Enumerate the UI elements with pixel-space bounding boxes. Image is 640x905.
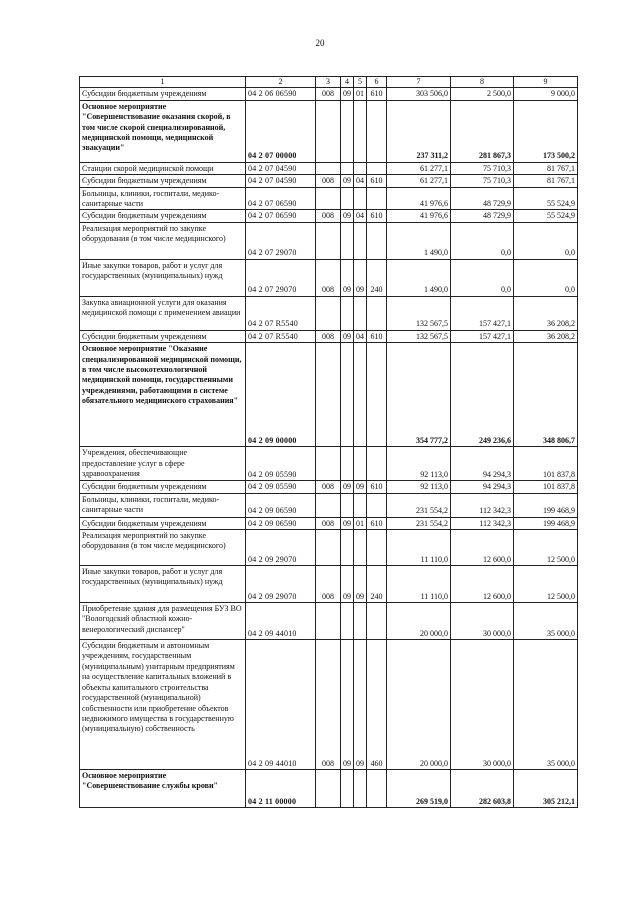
row-code-cell: 04 2 07 00000 bbox=[246, 100, 316, 162]
row-name-cell bbox=[80, 603, 246, 640]
row-section-cell: 09 bbox=[341, 210, 354, 222]
table-row bbox=[80, 447, 578, 481]
table-row bbox=[80, 493, 578, 517]
row-value-2020-cell: 2 500,0 bbox=[451, 88, 514, 100]
row-ministry-cell: 008 bbox=[316, 175, 341, 187]
row-section-cell: 09 bbox=[341, 88, 354, 100]
budget-table bbox=[79, 76, 578, 808]
row-ministry-cell bbox=[316, 493, 341, 517]
row-subsection-cell bbox=[354, 187, 367, 210]
row-value-2019-cell: 1 490,0 bbox=[387, 259, 451, 296]
row-expense-type-cell: 610 bbox=[367, 88, 387, 100]
row-name-cell bbox=[80, 770, 246, 808]
row-section-cell: 09 bbox=[341, 517, 354, 529]
row-name-text: Больницы, клиники, госпитали, медико-санитарные части bbox=[82, 188, 220, 209]
row-value-2019-cell: 41 976,6 bbox=[387, 210, 451, 222]
page-number: 20 bbox=[315, 38, 325, 48]
header-cell: 8 bbox=[451, 77, 514, 88]
row-section-cell bbox=[341, 530, 354, 566]
row-name-text: Иные закупки товаров, работ и услуг для государственных (муниципальных) нужд bbox=[82, 567, 223, 587]
row-subsection-cell: 01 bbox=[354, 517, 367, 529]
row-ministry-cell: 008 bbox=[316, 88, 341, 100]
row-section-cell bbox=[341, 162, 354, 174]
row-value-2020-cell: 281 867,3 bbox=[451, 100, 514, 162]
row-expense-type-cell bbox=[367, 493, 387, 517]
row-code-cell: 04 2 07 06590 bbox=[246, 187, 316, 210]
row-value-2021-cell: 199 468,9 bbox=[514, 493, 578, 517]
row-subsection-cell bbox=[354, 296, 367, 330]
row-value-2019-cell: 92 113,0 bbox=[387, 481, 451, 493]
row-value-2021-cell: 199 468,9 bbox=[514, 517, 578, 529]
row-section-cell bbox=[341, 343, 354, 447]
row-ministry-cell: 008 bbox=[316, 517, 341, 529]
row-value-2021-cell: 81 767,1 bbox=[514, 162, 578, 174]
row-code-cell: 04 2 09 05590 bbox=[246, 447, 316, 481]
table-row bbox=[80, 517, 578, 529]
row-value-2021-cell: 81 767,1 bbox=[514, 175, 578, 187]
row-value-2021-cell: 12 500,0 bbox=[514, 566, 578, 603]
row-code-cell: 04 2 09 29070 bbox=[246, 566, 316, 603]
row-name-text: Субсидии бюджетным и автономным учреждениям, государственным (муниципальным) унитарным предприятиям на осуществление капитальных вложений в объекты капитального строительства государственной (муниципальной) собственности или приобретение объектов недвижимого имущества в государственную (муниципальную) собственность bbox=[82, 641, 235, 734]
row-value-2019-cell: 1 490,0 bbox=[387, 222, 451, 259]
row-expense-type-cell bbox=[367, 447, 387, 481]
row-subsection-cell: 04 bbox=[354, 330, 367, 342]
row-name-text: Иные закупки товаров, работ и услуг для государственных (муниципальных) нужд bbox=[82, 260, 223, 281]
row-ministry-cell bbox=[316, 100, 341, 162]
row-subsection-cell bbox=[354, 530, 367, 566]
table-header-row bbox=[80, 77, 578, 88]
row-ministry-cell: 008 bbox=[316, 566, 341, 603]
row-expense-type-cell bbox=[367, 343, 387, 447]
row-ministry-cell bbox=[316, 222, 341, 259]
row-subsection-cell: 09 bbox=[354, 481, 367, 493]
row-name-text: Больницы, клиники, госпитали, медико-санитарные части bbox=[82, 494, 220, 515]
row-subsection-cell: 04 bbox=[354, 175, 367, 187]
row-ministry-cell bbox=[316, 296, 341, 330]
row-section-cell bbox=[341, 603, 354, 640]
row-value-2021-cell: 305 212,1 bbox=[514, 770, 578, 808]
row-value-2019-cell: 303 506,0 bbox=[387, 88, 451, 100]
row-name-cell bbox=[80, 566, 246, 603]
row-value-2020-cell: 94 294,3 bbox=[451, 481, 514, 493]
row-expense-type-cell: 240 bbox=[367, 566, 387, 603]
row-value-2020-cell: 0,0 bbox=[451, 259, 514, 296]
row-section-cell bbox=[341, 187, 354, 210]
row-ministry-cell: 008 bbox=[316, 259, 341, 296]
row-value-2021-cell: 36 208,2 bbox=[514, 296, 578, 330]
row-expense-type-cell bbox=[367, 770, 387, 808]
table-row bbox=[80, 259, 578, 296]
row-value-2020-cell: 112 342,3 bbox=[451, 517, 514, 529]
table-row bbox=[80, 100, 578, 162]
row-expense-type-cell bbox=[367, 162, 387, 174]
row-value-2020-cell: 30 000,0 bbox=[451, 640, 514, 770]
row-name-text: Субсидии бюджетным учреждениям bbox=[82, 211, 207, 221]
row-code-cell: 04 2 07 04590 bbox=[246, 162, 316, 174]
row-code-cell: 04 2 07 06590 bbox=[246, 210, 316, 222]
row-name-text: Основное мероприятие "Совершенствование оказания скорой, в том числе скорой специализированной, медицинской помощи, медицинской эвакуации" bbox=[82, 101, 231, 153]
row-code-cell: 04 2 07 04590 bbox=[246, 175, 316, 187]
row-name-cell bbox=[80, 210, 246, 222]
row-value-2019-cell: 41 976,6 bbox=[387, 187, 451, 210]
row-value-2020-cell: 48 729,9 bbox=[451, 187, 514, 210]
row-expense-type-cell: 610 bbox=[367, 481, 387, 493]
table-row bbox=[80, 88, 578, 100]
row-name-text: Субсидии бюджетным учреждениям bbox=[82, 482, 207, 492]
row-value-2020-cell: 249 236,6 bbox=[451, 343, 514, 447]
row-name-cell bbox=[80, 447, 246, 481]
table-row bbox=[80, 770, 578, 808]
row-section-cell: 09 bbox=[341, 481, 354, 493]
row-value-2021-cell: 101 837,8 bbox=[514, 481, 578, 493]
row-subsection-cell bbox=[354, 493, 367, 517]
row-code-cell: 04 2 07 R5540 bbox=[246, 330, 316, 342]
row-value-2020-cell: 157 427,1 bbox=[451, 296, 514, 330]
row-value-2019-cell: 11 110,0 bbox=[387, 566, 451, 603]
table-row bbox=[80, 210, 578, 222]
row-subsection-cell: 04 bbox=[354, 210, 367, 222]
row-code-cell: 04 2 11 00000 bbox=[246, 770, 316, 808]
row-value-2020-cell: 48 729,9 bbox=[451, 210, 514, 222]
row-value-2019-cell: 354 777,2 bbox=[387, 343, 451, 447]
row-section-cell: 09 bbox=[341, 175, 354, 187]
row-value-2021-cell: 173 500,2 bbox=[514, 100, 578, 162]
row-value-2021-cell: 55 524,9 bbox=[514, 210, 578, 222]
table-row bbox=[80, 640, 578, 770]
row-ministry-cell bbox=[316, 770, 341, 808]
row-value-2020-cell: 282 603,8 bbox=[451, 770, 514, 808]
row-name-cell bbox=[80, 330, 246, 342]
table-row bbox=[80, 175, 578, 187]
table-row bbox=[80, 481, 578, 493]
table-row bbox=[80, 296, 578, 330]
row-subsection-cell bbox=[354, 222, 367, 259]
row-code-cell: 04 2 09 29070 bbox=[246, 530, 316, 566]
row-ministry-cell bbox=[316, 343, 341, 447]
header-cell: 2 bbox=[246, 77, 316, 88]
row-name-cell bbox=[80, 88, 246, 100]
row-name-cell bbox=[80, 259, 246, 296]
row-section-cell: 09 bbox=[341, 330, 354, 342]
row-value-2020-cell: 12 600,0 bbox=[451, 530, 514, 566]
row-section-cell bbox=[341, 770, 354, 808]
row-expense-type-cell: 610 bbox=[367, 210, 387, 222]
row-code-cell: 04 2 09 44010 bbox=[246, 603, 316, 640]
row-value-2019-cell: 11 110,0 bbox=[387, 530, 451, 566]
row-code-cell: 04 2 09 06590 bbox=[246, 517, 316, 529]
row-name-text: Субсидии бюджетным учреждениям bbox=[82, 331, 207, 341]
row-subsection-cell: 01 bbox=[354, 88, 367, 100]
row-name-cell bbox=[80, 162, 246, 174]
header-cell: 5 bbox=[354, 77, 367, 88]
row-name-cell bbox=[80, 100, 246, 162]
row-name-text: Субсидии бюджетным учреждениям bbox=[82, 518, 207, 528]
row-code-cell: 04 2 07 29070 bbox=[246, 259, 316, 296]
row-name-text: Реализация мероприятий по закупке оборудования (в том числе медицинского) bbox=[82, 223, 226, 244]
row-name-cell bbox=[80, 175, 246, 187]
row-code-cell: 04 2 09 44010 bbox=[246, 640, 316, 770]
row-name-text: Субсидии бюджетным учреждениям bbox=[82, 89, 207, 99]
row-code-cell: 04 2 09 00000 bbox=[246, 343, 316, 447]
row-name-text: Основное мероприятие "Совершенствование службы крови" bbox=[82, 771, 218, 791]
row-name-cell bbox=[80, 530, 246, 566]
row-name-text: Основное мероприятие "Оказание специализированной медицинской помощи, в том числе высокотехнологичной медицинской помощи, государственными учреждениями, работающими в системе обязательного медицинского страхования" bbox=[82, 344, 242, 406]
row-value-2020-cell: 94 294,3 bbox=[451, 447, 514, 481]
row-name-cell bbox=[80, 296, 246, 330]
row-code-cell: 04 2 07 R5540 bbox=[246, 296, 316, 330]
row-expense-type-cell bbox=[367, 100, 387, 162]
row-name-cell bbox=[80, 481, 246, 493]
header-cell: 6 bbox=[367, 77, 387, 88]
row-section-cell bbox=[341, 493, 354, 517]
row-value-2019-cell: 231 554,2 bbox=[387, 493, 451, 517]
row-value-2019-cell: 132 567,5 bbox=[387, 330, 451, 342]
row-value-2021-cell: 0,0 bbox=[514, 222, 578, 259]
row-code-cell: 04 2 09 06590 bbox=[246, 493, 316, 517]
row-ministry-cell: 008 bbox=[316, 330, 341, 342]
table-row bbox=[80, 162, 578, 174]
row-ministry-cell bbox=[316, 187, 341, 210]
row-value-2020-cell: 30 000,0 bbox=[451, 603, 514, 640]
row-subsection-cell bbox=[354, 100, 367, 162]
header-cell: 7 bbox=[387, 77, 451, 88]
row-expense-type-cell: 460 bbox=[367, 640, 387, 770]
row-value-2019-cell: 132 567,5 bbox=[387, 296, 451, 330]
table-row bbox=[80, 222, 578, 259]
row-expense-type-cell bbox=[367, 187, 387, 210]
row-expense-type-cell: 240 bbox=[367, 259, 387, 296]
row-value-2021-cell: 35 000,0 bbox=[514, 640, 578, 770]
row-subsection-cell bbox=[354, 603, 367, 640]
row-value-2020-cell: 12 600,0 bbox=[451, 566, 514, 603]
row-value-2021-cell: 348 806,7 bbox=[514, 343, 578, 447]
row-value-2019-cell: 231 554,2 bbox=[387, 517, 451, 529]
row-value-2021-cell: 55 524,9 bbox=[514, 187, 578, 210]
row-value-2021-cell: 0,0 bbox=[514, 259, 578, 296]
row-value-2019-cell: 20 000,0 bbox=[387, 603, 451, 640]
row-section-cell bbox=[341, 296, 354, 330]
row-ministry-cell bbox=[316, 162, 341, 174]
row-section-cell: 09 bbox=[341, 640, 354, 770]
row-code-cell: 04 2 07 29070 bbox=[246, 222, 316, 259]
row-value-2019-cell: 237 311,2 bbox=[387, 100, 451, 162]
row-expense-type-cell bbox=[367, 530, 387, 566]
row-ministry-cell bbox=[316, 530, 341, 566]
row-subsection-cell: 09 bbox=[354, 640, 367, 770]
row-value-2020-cell: 112 342,3 bbox=[451, 493, 514, 517]
row-value-2021-cell: 101 837,8 bbox=[514, 447, 578, 481]
table-row bbox=[80, 530, 578, 566]
row-code-cell: 04 2 06 06590 bbox=[246, 88, 316, 100]
row-name-cell bbox=[80, 343, 246, 447]
row-value-2020-cell: 75 710,3 bbox=[451, 162, 514, 174]
row-value-2021-cell: 35 000,0 bbox=[514, 603, 578, 640]
row-expense-type-cell: 610 bbox=[367, 175, 387, 187]
row-subsection-cell bbox=[354, 162, 367, 174]
row-expense-type-cell bbox=[367, 296, 387, 330]
row-value-2021-cell: 36 208,2 bbox=[514, 330, 578, 342]
row-value-2019-cell: 269 519,0 bbox=[387, 770, 451, 808]
table-row bbox=[80, 187, 578, 210]
row-ministry-cell bbox=[316, 603, 341, 640]
header-cell: 4 bbox=[341, 77, 354, 88]
row-value-2019-cell: 92 113,0 bbox=[387, 447, 451, 481]
row-expense-type-cell bbox=[367, 603, 387, 640]
row-name-text: Приобретение здания для размещения БУЗ ВО "Вологодский областной кожно-венерологический диспансер" bbox=[82, 604, 242, 634]
row-name-cell bbox=[80, 517, 246, 529]
row-name-text: Субсидии бюджетным учреждениям bbox=[82, 176, 207, 186]
row-section-cell: 09 bbox=[341, 259, 354, 296]
header-cell: 1 bbox=[80, 77, 246, 88]
row-name-cell bbox=[80, 640, 246, 770]
row-expense-type-cell: 610 bbox=[367, 517, 387, 529]
row-value-2020-cell: 75 710,3 bbox=[451, 175, 514, 187]
header-cell: 9 bbox=[514, 77, 578, 88]
row-name-cell bbox=[80, 187, 246, 210]
row-value-2021-cell: 12 500,0 bbox=[514, 530, 578, 566]
table-row bbox=[80, 603, 578, 640]
row-section-cell bbox=[341, 222, 354, 259]
row-subsection-cell bbox=[354, 343, 367, 447]
row-subsection-cell: 09 bbox=[354, 566, 367, 603]
table-row bbox=[80, 343, 578, 447]
row-value-2019-cell: 61 277,1 bbox=[387, 162, 451, 174]
row-section-cell bbox=[341, 100, 354, 162]
row-subsection-cell bbox=[354, 770, 367, 808]
table-row bbox=[80, 330, 578, 342]
row-value-2020-cell: 0,0 bbox=[451, 222, 514, 259]
row-name-text: Станции скорой медицинской помощи bbox=[82, 163, 214, 173]
row-code-cell: 04 2 09 05590 bbox=[246, 481, 316, 493]
row-value-2021-cell: 9 000,0 bbox=[514, 88, 578, 100]
row-expense-type-cell bbox=[367, 222, 387, 259]
row-name-text: Закупка авиационной услуги для оказания медицинской помощи с применением авиации bbox=[82, 297, 241, 318]
row-value-2019-cell: 61 277,1 bbox=[387, 175, 451, 187]
row-ministry-cell bbox=[316, 447, 341, 481]
row-section-cell bbox=[341, 447, 354, 481]
row-ministry-cell: 008 bbox=[316, 640, 341, 770]
row-subsection-cell: 09 bbox=[354, 259, 367, 296]
row-name-cell bbox=[80, 493, 246, 517]
row-subsection-cell bbox=[354, 447, 367, 481]
row-ministry-cell: 008 bbox=[316, 481, 341, 493]
header-cell: 3 bbox=[316, 77, 341, 88]
row-ministry-cell: 008 bbox=[316, 210, 341, 222]
row-name-text: Учреждения, обеспечивающие предоставление услуг в сфере здравоохранения bbox=[82, 448, 188, 479]
row-name-text: Реализация мероприятий по закупке оборудования (в том числе медицинского) bbox=[82, 531, 226, 551]
row-name-cell bbox=[80, 222, 246, 259]
row-expense-type-cell: 610 bbox=[367, 330, 387, 342]
row-value-2020-cell: 157 427,1 bbox=[451, 330, 514, 342]
table-row bbox=[80, 566, 578, 603]
row-value-2019-cell: 20 000,0 bbox=[387, 640, 451, 770]
row-section-cell: 09 bbox=[341, 566, 354, 603]
